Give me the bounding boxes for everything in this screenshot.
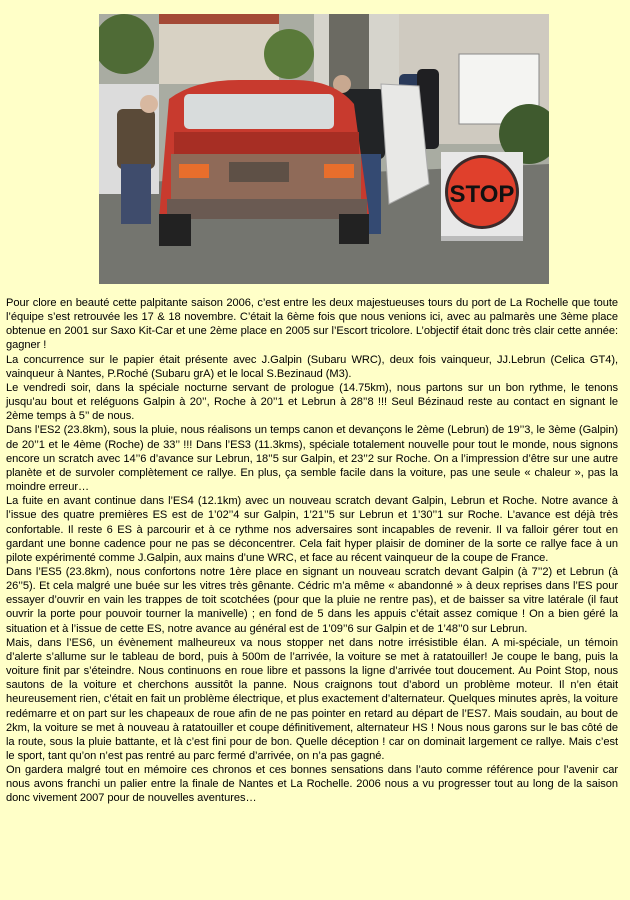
paragraph-intro: Pour clore en beauté cette palpitante saison 2006, c’est entre les deux majestueuses tours du port de La Rochelle que toute l’équipe s’est retrouvée les 17 & 18 novembre. C’était la 6ème fois que nous venions ici, avec au palmarès une 3ème place obtenue en 2001 sur Saxo Kit-Car et une 2ème place en 2005 sur l’Escort tricolore. L’objectif était donc très clair cette année: gagner ! bbox=[6, 297, 618, 352]
paragraph-es6: Mais, dans l’ES6, un évènement malheureux va nous stopper net dans notre irrésistible élan. A mi-spéciale, un témoin d’alerte s’allume sur le tableau de bord, puis à 500m de l’arrivée, la voiture se met à ratatouiller! Je coupe le bang, puis la voiture finit par s’éteindre. Nous continuons en roue libre et passons la ligne d’arrivée tout doucement. Au Point Stop, nous sautons de la voiture et cherchons aussitôt la panne. Nous craignons tout d’abord un problème moteur. Il n’en était heureusement rien, c’était en fait un problème électrique, et plus exactement d’alternateur. Quelques minutes après, la voiture redémarre et on part sur les chapeaux de roue afin de ne pas pointer en retard au départ de l’ES7. Mais soudain, au bout de 2km, la voiture se met à nouveau à ratatouiller et coupe définitivement, alternateur HS ! Nous nous garons sur le bas côté de la route, sous la pluie battante, et là c’est fini pour de bon. Quelle déception ! car on dominait largement ce rallye. Mais c’est le sport, tant qu’on n’est pas rentré au parc fermé d’arrivée, on n’a pas gagné. bbox=[6, 636, 618, 762]
paragraph-conclusion: On gardera malgré tout en mémoire ces chronos et ces bonnes sensations dans l’auto comme référence pour l’avenir car nous avons franchi un palier entre la finale de Nantes et La Rochelle. 2006 nous a vu progresser tout au long de la saison donc vivement 2007 pour de nouvelles aventures… bbox=[6, 764, 618, 805]
paragraph-prologue: Le vendredi soir, dans la spéciale nocturne servant de prologue (14.75km), nous partons sur un bon rythme, le tenons jusqu’au bout et reléguons Galpin à 20’’, Roche à 20’’1 et Lebrun à 28’’8 !!! Seul Bézinaud reste au contact en signant le 2ème temps à 5’’ de nous. bbox=[6, 381, 618, 423]
photo-illustration bbox=[99, 14, 549, 284]
rally-car-photo bbox=[99, 14, 549, 284]
paragraph-es2-es3: Dans l’ES2 (23.8km), sous la pluie, nous réalisons un temps canon et devançons le 2ème (Lebrun) de 19’’3, le 3ème (Galpin) de 20’’1 et le 4ème (Roche) de 33’’ !!! Dans l’ES3 (11.3kms), spéciale totalement nouvelle pour tout le monde, nous signons encore un scratch avec 14’’6 d’avance sur Lebrun, 18’’5 sur Galpin, et 23’’2 sur Roche. On a l’impression d’être sur une autre planète et de survoler complètement ce rallye. En plus, ça semble facile dans la voiture, pas une seule « chaleur », pas la moindre erreur… bbox=[6, 424, 618, 494]
article-body bbox=[6, 296, 618, 806]
stop-sign-text: STOP bbox=[449, 181, 515, 208]
paragraph-es4: La fuite en avant continue dans l’ES4 (12.1km) avec un nouveau scratch devant Galpin, Lebrun et Roche. Notre avance à l’issue des quatre premières ES est de 1’02’’4 sur Galpin, 1’21’’5 sur Lebrun et 1’30’’1 sur Roche. L’avance est déjà très confortable. Il reste 6 ES à parcourir et à ce rythme nos adversaires sont incapables de revenir. Il va falloir gérer tout en gardant une bonne cadence pour ne pas se déconcentrer. Cela fait hyper plaisir de dominer de la sorte ce rallye face à un pilote expérimenté comme J.Galpin, aux mains d’une WRC, et face au récent vainqueur de la coupe de France. bbox=[6, 495, 618, 564]
paragraph-es5: Dans l’ES5 (23.8km), nous confortons notre 1ère place en signant un nouveau scratch devant Galpin (à 7’’2) et Lebrun (à 26’’5). Et cela malgré une buée sur les vitres très gênante. Cédric m’a même « abandonné » à deux reprises dans l’ES pour essayer d’ouvrir en vain les trappes de toit scotchées (pour que la pluie ne rentre pas), et de baisser sa vitre latérale (il faut ouvrir la porte pour pouvoir tourner la manivelle) ; en fond de 5 dans les appuis c’était assez comique ! On a bien géré la situation et à l’issue de cette ES, notre avance au général est de 1’09’’6 sur Galpin et de 1’48’’0 sur Lebrun. bbox=[6, 565, 618, 635]
paragraph-competition: La concurrence sur le papier était présente avec J.Galpin (Subaru WRC), deux fois vainqueur, JJ.Lebrun (Celica GT4), vainqueur à Nantes, P.Roché (Subaru grA) et le local S.Bezinaud (M3). bbox=[6, 353, 618, 380]
